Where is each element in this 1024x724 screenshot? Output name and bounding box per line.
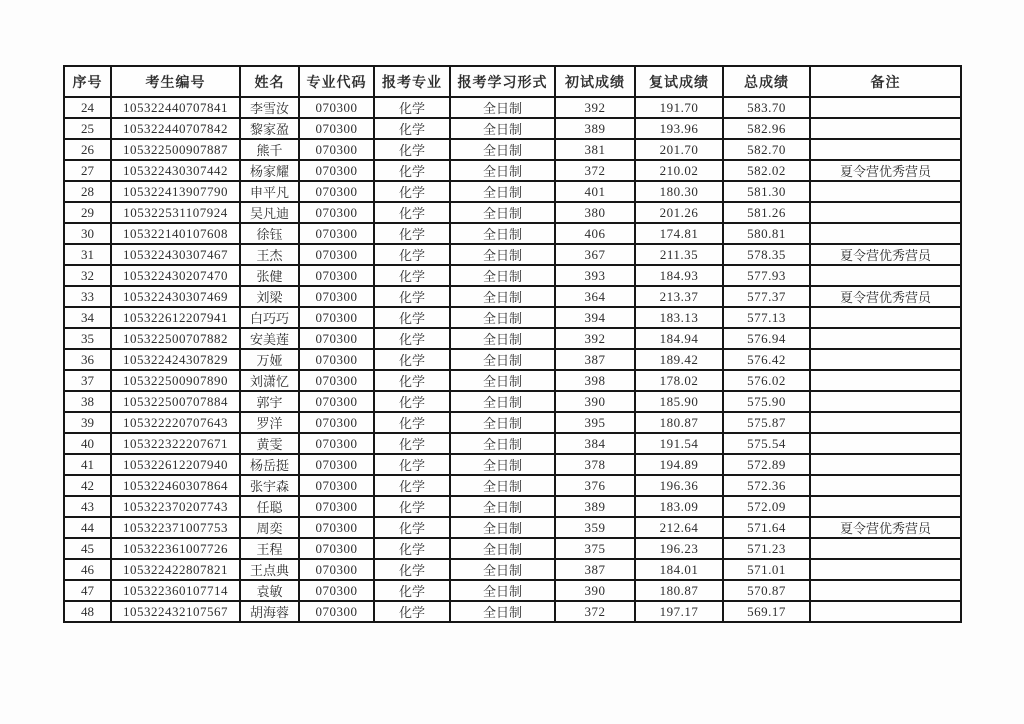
cell-remarks [810, 475, 961, 496]
cell-candidate_id: 105322430307469 [111, 286, 240, 307]
table-row [64, 118, 961, 139]
cell-initial_score: 392 [555, 328, 635, 349]
cell-candidate_id: 105322413907790 [111, 181, 240, 202]
cell-candidate_id: 105322361007726 [111, 538, 240, 559]
admission-score-table [63, 65, 962, 623]
cell-total_score: 581.30 [723, 181, 810, 202]
cell-remarks: 夏令营优秀营员 [810, 286, 961, 307]
cell-remarks [810, 139, 961, 160]
table-row [64, 412, 961, 433]
cell-major_code: 070300 [299, 118, 374, 139]
cell-major: 化学 [374, 244, 450, 265]
cell-major_code: 070300 [299, 286, 374, 307]
cell-major_code: 070300 [299, 223, 374, 244]
table-row [64, 601, 961, 622]
cell-index: 36 [64, 349, 111, 370]
cell-index: 48 [64, 601, 111, 622]
table-row [64, 538, 961, 559]
cell-major: 化学 [374, 181, 450, 202]
cell-major_code: 070300 [299, 412, 374, 433]
cell-major: 化学 [374, 265, 450, 286]
cell-initial_score: 395 [555, 412, 635, 433]
cell-candidate_id: 105322422807821 [111, 559, 240, 580]
cell-major: 化学 [374, 454, 450, 475]
col-header-index: 序号 [64, 66, 111, 97]
cell-initial_score: 372 [555, 160, 635, 181]
header-row [64, 66, 961, 97]
cell-major: 化学 [374, 223, 450, 244]
cell-retest_score: 193.96 [635, 118, 723, 139]
cell-name: 胡海蓉 [240, 601, 299, 622]
cell-initial_score: 380 [555, 202, 635, 223]
table-row [64, 181, 961, 202]
cell-index: 33 [64, 286, 111, 307]
cell-total_score: 571.23 [723, 538, 810, 559]
cell-index: 41 [64, 454, 111, 475]
cell-initial_score: 364 [555, 286, 635, 307]
cell-study_form: 全日制 [450, 580, 555, 601]
cell-study_form: 全日制 [450, 202, 555, 223]
table-body [64, 97, 961, 622]
table-row [64, 307, 961, 328]
cell-major_code: 070300 [299, 370, 374, 391]
cell-index: 26 [64, 139, 111, 160]
cell-initial_score: 389 [555, 496, 635, 517]
cell-remarks [810, 181, 961, 202]
cell-name: 任聪 [240, 496, 299, 517]
table-row [64, 517, 961, 538]
cell-initial_score: 393 [555, 265, 635, 286]
cell-study_form: 全日制 [450, 244, 555, 265]
cell-retest_score: 191.70 [635, 97, 723, 118]
table-row [64, 223, 961, 244]
table-row [64, 496, 961, 517]
cell-total_score: 577.37 [723, 286, 810, 307]
cell-remarks [810, 412, 961, 433]
cell-initial_score: 376 [555, 475, 635, 496]
cell-remarks [810, 370, 961, 391]
cell-remarks [810, 307, 961, 328]
cell-retest_score: 189.42 [635, 349, 723, 370]
cell-major: 化学 [374, 160, 450, 181]
cell-index: 45 [64, 538, 111, 559]
cell-total_score: 576.94 [723, 328, 810, 349]
col-header-retest-score: 复试成绩 [635, 66, 723, 97]
cell-remarks: 夏令营优秀营员 [810, 244, 961, 265]
table-row [64, 349, 961, 370]
cell-candidate_id: 105322460307864 [111, 475, 240, 496]
cell-name: 刘潇忆 [240, 370, 299, 391]
cell-index: 24 [64, 97, 111, 118]
cell-index: 39 [64, 412, 111, 433]
cell-name: 罗洋 [240, 412, 299, 433]
cell-major: 化学 [374, 412, 450, 433]
table-row [64, 328, 961, 349]
col-header-total-score: 总成绩 [723, 66, 810, 97]
cell-study_form: 全日制 [450, 517, 555, 538]
cell-remarks [810, 433, 961, 454]
cell-name: 王杰 [240, 244, 299, 265]
cell-remarks [810, 97, 961, 118]
cell-study_form: 全日制 [450, 118, 555, 139]
cell-name: 黄雯 [240, 433, 299, 454]
cell-study_form: 全日制 [450, 223, 555, 244]
cell-index: 47 [64, 580, 111, 601]
cell-major_code: 070300 [299, 244, 374, 265]
cell-major: 化学 [374, 349, 450, 370]
cell-major: 化学 [374, 202, 450, 223]
cell-retest_score: 174.81 [635, 223, 723, 244]
col-header-candidate-id: 考生编号 [111, 66, 240, 97]
cell-retest_score: 194.89 [635, 454, 723, 475]
cell-candidate_id: 105322440707841 [111, 97, 240, 118]
cell-major_code: 070300 [299, 559, 374, 580]
cell-total_score: 571.01 [723, 559, 810, 580]
cell-name: 张宇森 [240, 475, 299, 496]
cell-candidate_id: 105322360107714 [111, 580, 240, 601]
cell-retest_score: 184.01 [635, 559, 723, 580]
cell-total_score: 576.02 [723, 370, 810, 391]
cell-study_form: 全日制 [450, 454, 555, 475]
cell-major_code: 070300 [299, 97, 374, 118]
cell-major_code: 070300 [299, 538, 374, 559]
cell-major_code: 070300 [299, 139, 374, 160]
cell-major_code: 070300 [299, 328, 374, 349]
cell-study_form: 全日制 [450, 139, 555, 160]
cell-remarks [810, 223, 961, 244]
cell-retest_score: 213.37 [635, 286, 723, 307]
cell-major: 化学 [374, 580, 450, 601]
cell-major: 化学 [374, 559, 450, 580]
cell-candidate_id: 105322500707882 [111, 328, 240, 349]
cell-name: 袁敏 [240, 580, 299, 601]
cell-name: 杨家耀 [240, 160, 299, 181]
cell-candidate_id: 105322500707884 [111, 391, 240, 412]
table-row [64, 559, 961, 580]
cell-index: 32 [64, 265, 111, 286]
cell-candidate_id: 105322500907890 [111, 370, 240, 391]
cell-remarks [810, 202, 961, 223]
cell-study_form: 全日制 [450, 181, 555, 202]
cell-remarks: 夏令营优秀营员 [810, 517, 961, 538]
cell-total_score: 575.54 [723, 433, 810, 454]
cell-study_form: 全日制 [450, 286, 555, 307]
cell-remarks [810, 601, 961, 622]
col-header-name: 姓名 [240, 66, 299, 97]
cell-initial_score: 372 [555, 601, 635, 622]
cell-major_code: 070300 [299, 496, 374, 517]
cell-retest_score: 184.93 [635, 265, 723, 286]
cell-study_form: 全日制 [450, 475, 555, 496]
table-row [64, 286, 961, 307]
cell-study_form: 全日制 [450, 370, 555, 391]
table-row [64, 391, 961, 412]
cell-initial_score: 390 [555, 391, 635, 412]
table-row [64, 475, 961, 496]
cell-initial_score: 381 [555, 139, 635, 160]
cell-initial_score: 389 [555, 118, 635, 139]
table-row [64, 97, 961, 118]
cell-retest_score: 183.13 [635, 307, 723, 328]
cell-major_code: 070300 [299, 391, 374, 412]
cell-retest_score: 185.90 [635, 391, 723, 412]
cell-index: 40 [64, 433, 111, 454]
cell-remarks [810, 496, 961, 517]
cell-retest_score: 211.35 [635, 244, 723, 265]
cell-study_form: 全日制 [450, 559, 555, 580]
cell-major_code: 070300 [299, 601, 374, 622]
cell-initial_score: 359 [555, 517, 635, 538]
cell-major: 化学 [374, 307, 450, 328]
cell-study_form: 全日制 [450, 433, 555, 454]
cell-name: 熊千 [240, 139, 299, 160]
table-row [64, 454, 961, 475]
cell-name: 吴凡迪 [240, 202, 299, 223]
cell-total_score: 582.02 [723, 160, 810, 181]
cell-candidate_id: 105322424307829 [111, 349, 240, 370]
cell-study_form: 全日制 [450, 538, 555, 559]
cell-total_score: 575.90 [723, 391, 810, 412]
col-header-major: 报考专业 [374, 66, 450, 97]
cell-retest_score: 183.09 [635, 496, 723, 517]
cell-initial_score: 392 [555, 97, 635, 118]
cell-index: 27 [64, 160, 111, 181]
cell-retest_score: 180.30 [635, 181, 723, 202]
cell-remarks [810, 454, 961, 475]
cell-remarks [810, 328, 961, 349]
cell-name: 刘梁 [240, 286, 299, 307]
cell-study_form: 全日制 [450, 307, 555, 328]
cell-study_form: 全日制 [450, 328, 555, 349]
cell-major_code: 070300 [299, 349, 374, 370]
cell-retest_score: 197.17 [635, 601, 723, 622]
cell-total_score: 571.64 [723, 517, 810, 538]
cell-name: 王程 [240, 538, 299, 559]
cell-total_score: 582.70 [723, 139, 810, 160]
cell-retest_score: 180.87 [635, 580, 723, 601]
cell-remarks [810, 349, 961, 370]
cell-index: 34 [64, 307, 111, 328]
cell-study_form: 全日制 [450, 601, 555, 622]
cell-candidate_id: 105322612207940 [111, 454, 240, 475]
cell-initial_score: 398 [555, 370, 635, 391]
cell-major: 化学 [374, 328, 450, 349]
cell-candidate_id: 105322140107608 [111, 223, 240, 244]
cell-total_score: 569.17 [723, 601, 810, 622]
cell-major: 化学 [374, 433, 450, 454]
col-header-initial-score: 初试成绩 [555, 66, 635, 97]
cell-initial_score: 406 [555, 223, 635, 244]
cell-study_form: 全日制 [450, 97, 555, 118]
cell-name: 李雪汝 [240, 97, 299, 118]
cell-candidate_id: 105322432107567 [111, 601, 240, 622]
cell-index: 31 [64, 244, 111, 265]
cell-major_code: 070300 [299, 433, 374, 454]
cell-initial_score: 390 [555, 580, 635, 601]
cell-retest_score: 184.94 [635, 328, 723, 349]
cell-retest_score: 212.64 [635, 517, 723, 538]
table-row [64, 265, 961, 286]
cell-initial_score: 367 [555, 244, 635, 265]
cell-retest_score: 196.36 [635, 475, 723, 496]
cell-total_score: 577.13 [723, 307, 810, 328]
cell-remarks: 夏令营优秀营员 [810, 160, 961, 181]
cell-initial_score: 394 [555, 307, 635, 328]
table-row [64, 139, 961, 160]
cell-major_code: 070300 [299, 517, 374, 538]
cell-major: 化学 [374, 601, 450, 622]
cell-total_score: 581.26 [723, 202, 810, 223]
cell-name: 申平凡 [240, 181, 299, 202]
cell-remarks [810, 580, 961, 601]
cell-index: 43 [64, 496, 111, 517]
cell-major: 化学 [374, 517, 450, 538]
cell-name: 张健 [240, 265, 299, 286]
cell-candidate_id: 105322430307467 [111, 244, 240, 265]
cell-major: 化学 [374, 391, 450, 412]
cell-candidate_id: 105322440707842 [111, 118, 240, 139]
cell-major_code: 070300 [299, 160, 374, 181]
cell-major: 化学 [374, 286, 450, 307]
cell-study_form: 全日制 [450, 412, 555, 433]
cell-total_score: 570.87 [723, 580, 810, 601]
cell-total_score: 576.42 [723, 349, 810, 370]
cell-total_score: 572.89 [723, 454, 810, 475]
cell-major_code: 070300 [299, 307, 374, 328]
cell-candidate_id: 105322220707643 [111, 412, 240, 433]
cell-major_code: 070300 [299, 580, 374, 601]
cell-retest_score: 201.26 [635, 202, 723, 223]
cell-retest_score: 178.02 [635, 370, 723, 391]
cell-index: 30 [64, 223, 111, 244]
cell-total_score: 577.93 [723, 265, 810, 286]
cell-study_form: 全日制 [450, 391, 555, 412]
table-row [64, 244, 961, 265]
cell-major_code: 070300 [299, 181, 374, 202]
cell-remarks [810, 559, 961, 580]
cell-remarks [810, 391, 961, 412]
table-row [64, 202, 961, 223]
cell-name: 徐钰 [240, 223, 299, 244]
cell-name: 万娅 [240, 349, 299, 370]
cell-candidate_id: 105322322207671 [111, 433, 240, 454]
cell-total_score: 580.81 [723, 223, 810, 244]
cell-name: 周奕 [240, 517, 299, 538]
cell-candidate_id: 105322370207743 [111, 496, 240, 517]
cell-index: 42 [64, 475, 111, 496]
col-header-major-code: 专业代码 [299, 66, 374, 97]
cell-name: 安美莲 [240, 328, 299, 349]
cell-candidate_id: 105322430307442 [111, 160, 240, 181]
cell-total_score: 578.35 [723, 244, 810, 265]
cell-major_code: 070300 [299, 202, 374, 223]
cell-major: 化学 [374, 97, 450, 118]
cell-major: 化学 [374, 370, 450, 391]
cell-major: 化学 [374, 496, 450, 517]
cell-index: 25 [64, 118, 111, 139]
cell-index: 29 [64, 202, 111, 223]
cell-initial_score: 378 [555, 454, 635, 475]
cell-study_form: 全日制 [450, 496, 555, 517]
cell-retest_score: 201.70 [635, 139, 723, 160]
cell-remarks [810, 118, 961, 139]
cell-name: 杨岳挺 [240, 454, 299, 475]
cell-total_score: 575.87 [723, 412, 810, 433]
table-row [64, 160, 961, 181]
table-row [64, 580, 961, 601]
cell-major_code: 070300 [299, 454, 374, 475]
cell-retest_score: 210.02 [635, 160, 723, 181]
cell-index: 35 [64, 328, 111, 349]
col-header-study-form: 报考学习形式 [450, 66, 555, 97]
cell-initial_score: 384 [555, 433, 635, 454]
cell-major: 化学 [374, 139, 450, 160]
cell-major: 化学 [374, 118, 450, 139]
cell-index: 28 [64, 181, 111, 202]
cell-initial_score: 375 [555, 538, 635, 559]
cell-remarks [810, 265, 961, 286]
cell-total_score: 583.70 [723, 97, 810, 118]
cell-study_form: 全日制 [450, 349, 555, 370]
cell-major: 化学 [374, 475, 450, 496]
cell-study_form: 全日制 [450, 160, 555, 181]
cell-total_score: 572.36 [723, 475, 810, 496]
cell-index: 38 [64, 391, 111, 412]
cell-initial_score: 401 [555, 181, 635, 202]
cell-candidate_id: 105322430207470 [111, 265, 240, 286]
col-header-remarks: 备注 [810, 66, 961, 97]
cell-remarks [810, 538, 961, 559]
cell-name: 白巧巧 [240, 307, 299, 328]
cell-study_form: 全日制 [450, 265, 555, 286]
cell-name: 黎家盈 [240, 118, 299, 139]
cell-major_code: 070300 [299, 475, 374, 496]
cell-initial_score: 387 [555, 349, 635, 370]
cell-candidate_id: 105322500907887 [111, 139, 240, 160]
cell-major_code: 070300 [299, 265, 374, 286]
cell-total_score: 572.09 [723, 496, 810, 517]
cell-index: 37 [64, 370, 111, 391]
cell-retest_score: 180.87 [635, 412, 723, 433]
table-row [64, 370, 961, 391]
cell-index: 44 [64, 517, 111, 538]
cell-candidate_id: 105322612207941 [111, 307, 240, 328]
cell-candidate_id: 105322531107924 [111, 202, 240, 223]
cell-total_score: 582.96 [723, 118, 810, 139]
cell-retest_score: 191.54 [635, 433, 723, 454]
table-row [64, 433, 961, 454]
cell-major: 化学 [374, 538, 450, 559]
cell-retest_score: 196.23 [635, 538, 723, 559]
cell-name: 郭宇 [240, 391, 299, 412]
cell-name: 王点典 [240, 559, 299, 580]
cell-candidate_id: 105322371007753 [111, 517, 240, 538]
cell-initial_score: 387 [555, 559, 635, 580]
cell-index: 46 [64, 559, 111, 580]
